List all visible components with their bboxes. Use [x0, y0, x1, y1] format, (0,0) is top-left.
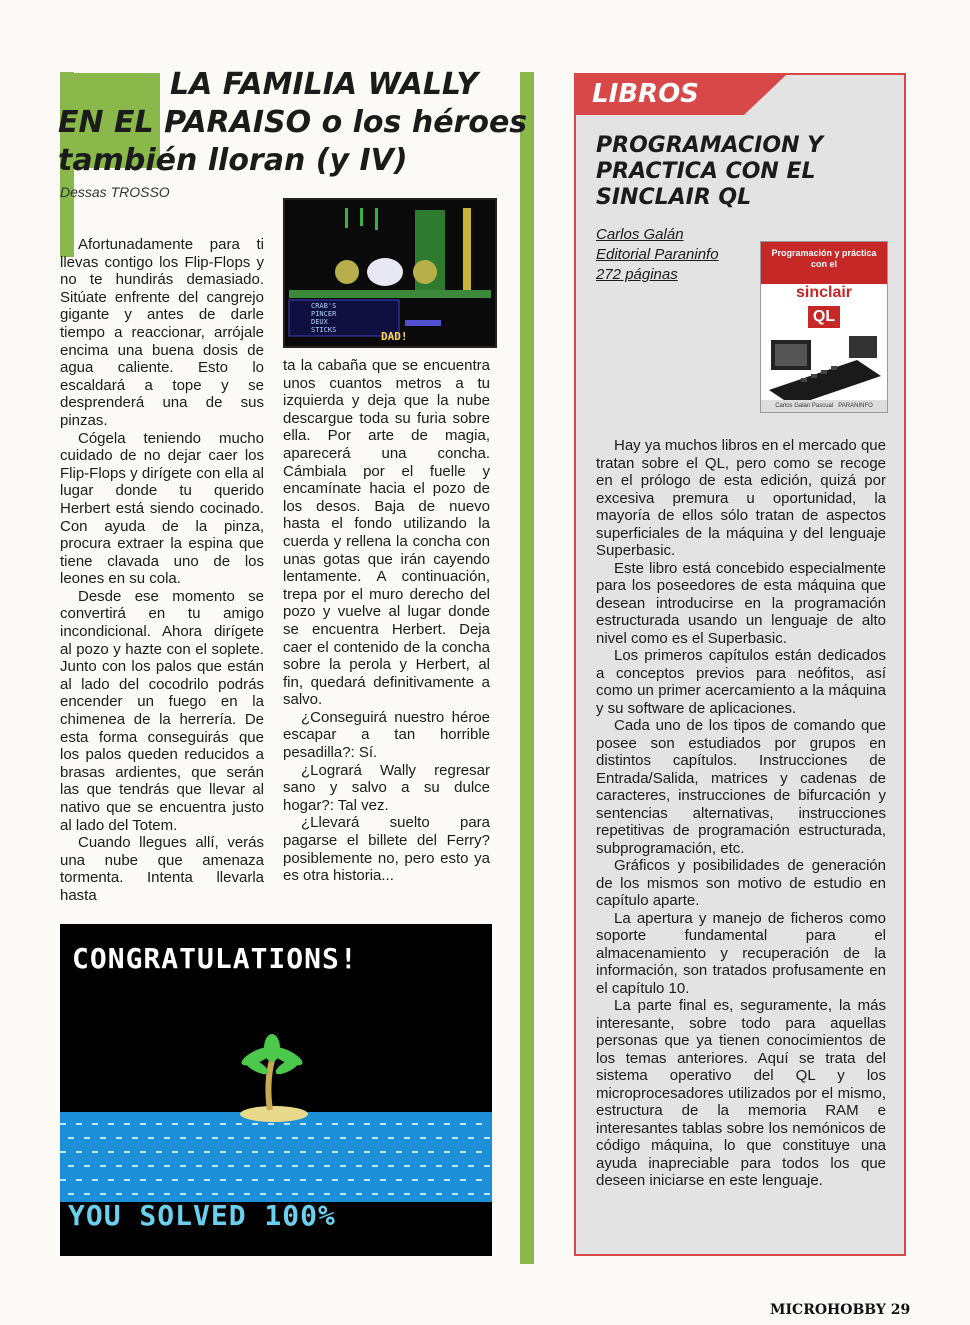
section-label: LIBROS [592, 79, 699, 109]
paragraph: La apertura y manejo de ficheros como soporte fundamental para el almacenamiento y recuperación de la información, son tratados profusamente en el capítulo 10. [596, 909, 886, 997]
magazine-name: MICROHOBBY [770, 1302, 886, 1318]
game-screenshot-small [283, 198, 497, 348]
book-pages: 272 páginas [596, 266, 678, 283]
paragraph: Afortunadamente para ti llevas contigo los Flip-Flops y no te hundirás demasiado. Sitúate enfrente del cangrejo gigante y antes de darle tiempo a reaccionar, arrójale encima una buena dosis de agua caliente. Esto lo escaldará a tope y se desprenderá una de sus pinzas. [60, 236, 264, 429]
cover-publisher: PARANINFO [838, 403, 873, 409]
cover-author: Carlos Galán Pascual [775, 403, 834, 409]
cover-model: QL [808, 306, 840, 328]
paragraph: Cógela teniendo mucho cuidado de no dejar caer los Flip-Flops y dirígete con ella al lugar donde tu querido Herbert está siendo cocinado. Con ayuda de la pinza, procura extraer la espina que tiene clavada uno de los leones en su cola. [60, 429, 264, 588]
title-line-3: también lloran (y IV) [58, 143, 408, 178]
title-line-1: LA FAMILIA WALLY [170, 67, 479, 102]
cover-title: Programación y práctica con el [771, 248, 877, 269]
article-title [58, 66, 528, 180]
book-publisher: Editorial Paraninfo [596, 246, 719, 263]
book-author: Carlos Galán [596, 226, 684, 243]
hud-line: DEUX [311, 318, 328, 326]
book-cover [760, 241, 888, 413]
paragraph: Desde ese momento se convertirá en tu amigo incondicional. Ahora dirígete al pozo y hazte con el soplete. Junto con los palos que están al lado del cocodrilo podrás encender un fuego en la chimenea de la herrería. De esta forma conseguirás que los palos queden reducidos a brasas ardientes, que serán las que tendrás que llevar al nativo que se encuentra justo al lado del Totem. [60, 587, 264, 834]
article-author: Dessas TROSSO [60, 184, 170, 200]
paragraph: Hay ya muchos libros en el mercado que tratan sobre el QL, pero como se recoge en el prólogo de esta edición, quizá por excesiva premura u oportunidad, la mayoría de ellos sólo tratan de aspectos superficiales de la máquina y del lenguaje Superbasic. [596, 437, 886, 559]
paragraph: ¿Logrará Wally regresar sano y salvo a su dulce hogar?: Tal vez. [283, 761, 490, 814]
paragraph: Cuando llegues allí, verás una nube que amenaza tormenta. Intenta llevarla hasta [60, 834, 264, 904]
paragraph: Gráficos y posibilidades de generación de los mismos son motivo de estudio en capítulo aparte. [596, 857, 886, 909]
book-details [596, 225, 719, 285]
paragraph: Cada uno de los tipos de comando que posee son estudiados por grupos en distintos capítulos. Instrucciones de Entrada/Salida, matrices y cadenas de caracteres, instrucciones de bifurcación y sentencias alternativas, instrucciones repetitivas de programación estructurada, subprogramación, etc. [596, 717, 886, 857]
column-divider-bar [520, 72, 534, 1264]
game-screenshot-large [60, 924, 492, 1256]
page-footer [770, 1302, 910, 1318]
paragraph: La parte final es, seguramente, la más interesante, sobre todo para aquellas personas que ya tienen conocimientos de los temas anteriores. Aquí se trata del sistema operativo del QL y los microprocesadores utilizados por el mismo, estructura de la memoria RAM e interesantes tablas sobre los nemónicos de código máquina, lo que constituye una ayuda inapreciable para todos los que deseen iniciarse en este lenguaje. [596, 997, 886, 1189]
hud-line: PINCER [311, 310, 337, 318]
cover-brand: sinclair [795, 284, 853, 301]
article-column-2 [283, 357, 490, 885]
paragraph: ¿Conseguirá nuestro héroe escapar a tan horrible pesadilla?: Sí. [283, 708, 490, 762]
paragraph: ta la cabaña que se encuentra unos cuantos metros a tu izquierda y deja que la nube descargue toda su furia sobre ella. Por arte de magia, aparecerá una concha. Cámbiala por el fuelle y encamínate hacia el pozo de los desos. Baja de nuevo hasta el fondo utilizando la cuerda y rellena la concha con unas gotas que irán cayendo lentamente. A continuación, trepa por el muro derecho del pozo y vuelve al lugar donde se encuentra Herbert. Deja caer el contenido de la concha sobre la perola y Herbert, al fin, quedará definitivamente a salvo. [283, 357, 490, 709]
review-text [596, 437, 886, 1190]
book-review-sidebar [574, 73, 906, 1256]
cover-footer [761, 400, 887, 412]
title-line-2: EN EL PARAISO o los héroes [58, 105, 528, 140]
solved-percentage-text: YOU SOLVED 100% [68, 1199, 336, 1232]
game-caption: DAD! [381, 330, 408, 343]
congratulations-text: CONGRATULATIONS! [72, 942, 358, 975]
paragraph: Este libro está concebido especialmente para los poseedores de esta máquina que desean introducirse en la programación estructurada usando un lenguaje de alto nivel como es el Superbasic. [596, 559, 886, 647]
computer-illustration [761, 320, 887, 400]
paragraph: ¿Llevará suelto para pagarse el billete del Ferry? posiblemente no, pero esto ya es otra historia... [283, 814, 490, 885]
book-title: PROGRAMACION Y PRACTICA CON EL SINCLAIR QL [596, 133, 824, 210]
paragraph: Los primeros capítulos están dedicados a conceptos previos para neófitos, así como un primer acercamiento a la máquina y su software de aplicaciones. [596, 647, 886, 717]
page-number: 29 [890, 1302, 911, 1318]
hud-line: CRAB'S [311, 302, 337, 310]
article-column-1 [60, 236, 264, 905]
hud-line: STICKS [311, 326, 337, 334]
